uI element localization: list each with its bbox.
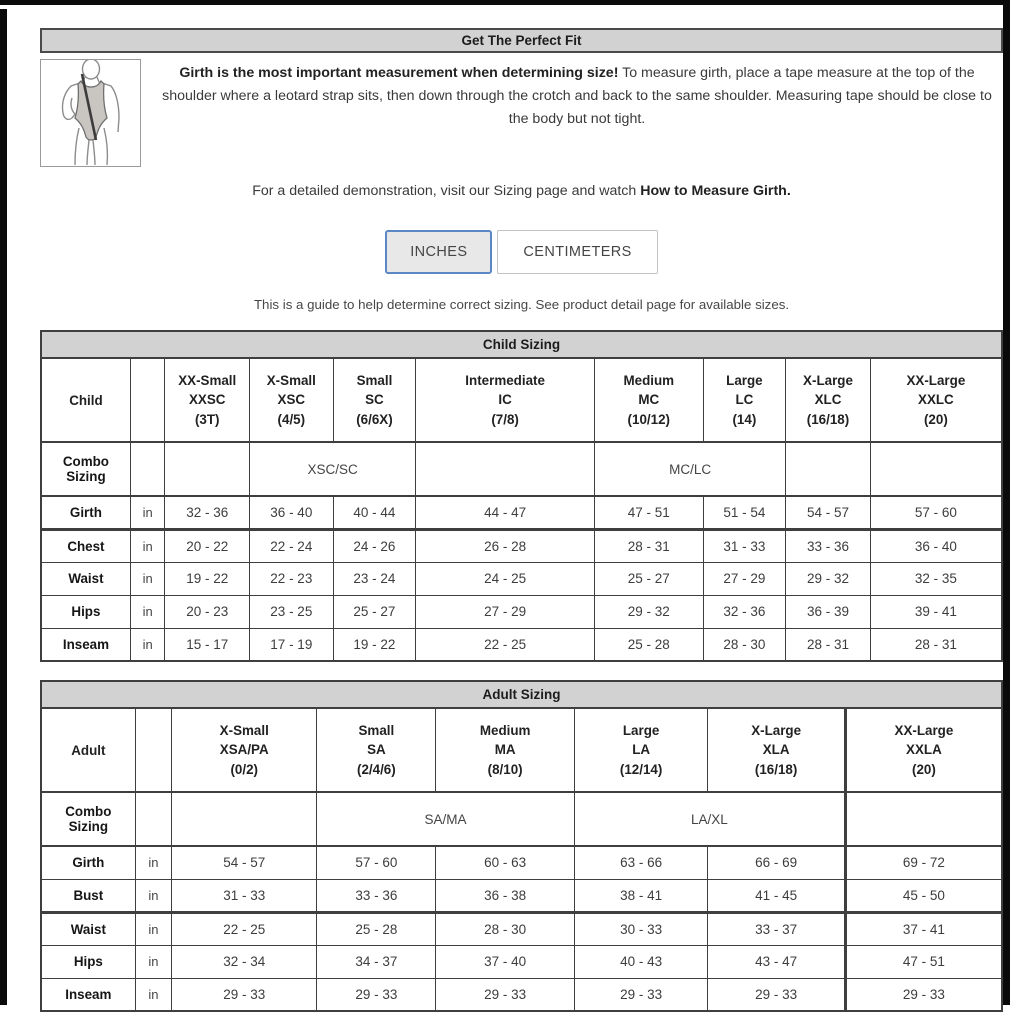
size-range-cell: 40 - 43 (574, 945, 708, 978)
size-code: IC (498, 392, 512, 408)
size-name: XX-Large (894, 722, 954, 738)
size-range-cell: 17 - 19 (250, 628, 334, 661)
child-group-label: Child (41, 358, 130, 442)
child-row-inseam (41, 628, 1002, 661)
size-range-cell: 20 - 23 (165, 595, 250, 628)
child-row-hips (41, 595, 1002, 628)
combo-size-cell (172, 792, 317, 846)
size-range-cell: 45 - 50 (845, 879, 1002, 912)
sizing-content (40, 28, 1003, 1012)
size-number: (4/5) (277, 411, 306, 427)
size-range-cell: 29 - 33 (845, 978, 1002, 1011)
leotard-girth-illustration (41, 60, 140, 166)
adult-row-bust (41, 879, 1002, 912)
size-column-header (436, 708, 574, 792)
size-range-cell: 28 - 30 (703, 628, 786, 661)
size-range-cell: 36 - 39 (786, 595, 871, 628)
size-name: XX-Large (906, 372, 966, 388)
size-range-cell: 19 - 22 (165, 562, 250, 595)
size-range-cell: 37 - 40 (436, 945, 574, 978)
size-number: (2/4/6) (357, 761, 396, 777)
size-range-cell: 29 - 33 (574, 978, 708, 1011)
size-code: XLA (762, 742, 790, 758)
size-name: Intermediate (465, 372, 545, 388)
size-range-cell: 36 - 38 (436, 879, 574, 912)
size-range-cell: 32 - 36 (703, 595, 786, 628)
size-column-header (416, 358, 595, 442)
combo-size-cell (786, 442, 871, 496)
measurement-label: Chest (41, 529, 130, 562)
size-number: (10/12) (627, 411, 670, 427)
size-range-cell: 29 - 33 (317, 978, 436, 1011)
unit-column-header (135, 708, 172, 792)
girth-intro-section (40, 59, 1003, 167)
size-column-header (708, 708, 845, 792)
size-range-cell: 20 - 22 (165, 529, 250, 562)
size-name: XX-Small (178, 372, 237, 388)
size-range-cell: 54 - 57 (786, 496, 871, 529)
size-range-cell: 31 - 33 (172, 879, 317, 912)
adult-table-title: Adult Sizing (41, 681, 1002, 708)
size-range-cell: 57 - 60 (870, 496, 1002, 529)
size-range-cell: 33 - 37 (708, 912, 845, 945)
size-column-header (317, 708, 436, 792)
size-name: X-Large (751, 722, 802, 738)
size-range-cell: 47 - 51 (594, 496, 703, 529)
size-code: XXLC (918, 392, 954, 408)
size-column-header (250, 358, 334, 442)
measurement-label: Bust (41, 879, 135, 912)
size-column-header (165, 358, 250, 442)
size-range-cell: 33 - 36 (317, 879, 436, 912)
unit-cell: in (135, 846, 172, 879)
size-range-cell: 25 - 28 (317, 912, 436, 945)
size-range-cell: 27 - 29 (416, 595, 595, 628)
size-code: XXSC (189, 392, 226, 408)
size-range-cell: 29 - 32 (594, 595, 703, 628)
size-range-cell: 29 - 33 (436, 978, 574, 1011)
combo-sizing-label: Combo Sizing (41, 792, 135, 846)
size-number: (12/14) (619, 761, 663, 777)
size-number: (20) (912, 761, 936, 777)
size-name: Small (356, 372, 393, 388)
size-range-cell: 44 - 47 (416, 496, 595, 529)
size-range-cell: 25 - 27 (333, 595, 416, 628)
size-column-header (172, 708, 317, 792)
size-number: (16/18) (806, 411, 850, 427)
size-name: X-Large (803, 372, 853, 388)
size-column-header (870, 358, 1002, 442)
size-range-cell: 34 - 37 (317, 945, 436, 978)
combo-size-cell: XSC/SC (250, 442, 416, 496)
size-range-cell: 60 - 63 (436, 846, 574, 879)
combo-size-cell (165, 442, 250, 496)
size-range-cell: 28 - 31 (786, 628, 871, 661)
size-range-cell: 37 - 41 (845, 912, 1002, 945)
combo-size-cell (416, 442, 595, 496)
size-range-cell: 54 - 57 (172, 846, 317, 879)
size-range-cell: 40 - 44 (333, 496, 416, 529)
size-code: LC (735, 392, 754, 408)
size-range-cell: 28 - 31 (870, 628, 1002, 661)
unit-cell (130, 442, 165, 496)
size-range-cell: 24 - 25 (416, 562, 595, 595)
size-range-cell: 66 - 69 (708, 846, 845, 879)
combo-size-cell: LA/XL (574, 792, 845, 846)
size-code: MA (494, 742, 516, 758)
combo-size-cell: MC/LC (594, 442, 785, 496)
unit-cell: in (135, 978, 172, 1011)
size-code: XSC (277, 392, 306, 408)
measurement-label: Hips (41, 945, 135, 978)
combo-size-cell: SA/MA (317, 792, 575, 846)
size-range-cell: 57 - 60 (317, 846, 436, 879)
size-range-cell: 51 - 54 (703, 496, 786, 529)
size-column-header (574, 708, 708, 792)
adult-group-label: Adult (41, 708, 135, 792)
sizing-guide-note: This is a guide to help determine correct sizing. See product detail page for available sizes. (253, 297, 790, 312)
child-table-title: Child Sizing (41, 331, 1002, 358)
size-number: (8/10) (487, 761, 523, 777)
unit-cell: in (130, 628, 165, 661)
size-name: X-Small (266, 372, 316, 388)
size-range-cell: 26 - 28 (416, 529, 595, 562)
size-range-cell: 27 - 29 (703, 562, 786, 595)
size-number: (7/8) (491, 411, 519, 427)
child-row-waist (41, 562, 1002, 595)
unit-column-header (130, 358, 165, 442)
measurement-label: Hips (41, 595, 130, 628)
size-code: SA (367, 742, 386, 758)
size-number: (20) (923, 411, 948, 427)
size-range-cell: 24 - 26 (333, 529, 416, 562)
measurement-label: Waist (41, 562, 130, 595)
size-range-cell: 43 - 47 (708, 945, 845, 978)
size-range-cell: 32 - 36 (165, 496, 250, 529)
girth-instructions (141, 59, 1003, 167)
size-code: LA (632, 742, 651, 758)
size-range-cell: 30 - 33 (574, 912, 708, 945)
unit-cell: in (130, 529, 165, 562)
size-code: XSA/PA (219, 742, 269, 758)
size-number: (16/18) (754, 761, 798, 777)
centimeters-button[interactable]: CENTIMETERS (497, 230, 657, 274)
unit-cell: in (135, 912, 172, 945)
size-column-header (845, 708, 1002, 792)
size-column-header (594, 358, 703, 442)
size-range-cell: 36 - 40 (870, 529, 1002, 562)
size-number: (0/2) (230, 761, 259, 777)
child-row-girth (41, 496, 1002, 529)
size-range-cell: 29 - 33 (172, 978, 317, 1011)
size-range-cell: 15 - 17 (165, 628, 250, 661)
child-row-chest (41, 529, 1002, 562)
size-code: SC (365, 392, 384, 408)
size-range-cell: 31 - 33 (703, 529, 786, 562)
size-range-cell: 28 - 30 (436, 912, 574, 945)
unit-cell: in (130, 595, 165, 628)
size-range-cell: 38 - 41 (574, 879, 708, 912)
unit-cell: in (135, 879, 172, 912)
sizing-page (7, 5, 1003, 1010)
measurement-label: Girth (41, 846, 135, 879)
unit-cell: in (130, 562, 165, 595)
size-range-cell: 22 - 25 (172, 912, 317, 945)
frame-border-right (1003, 0, 1010, 1005)
size-number: (14) (732, 411, 757, 427)
size-range-cell: 39 - 41 (870, 595, 1002, 628)
child-sizing-table (40, 330, 1003, 662)
size-range-cell: 32 - 34 (172, 945, 317, 978)
adult-row-inseam (41, 978, 1002, 1011)
size-code: XLC (814, 392, 842, 408)
size-range-cell: 22 - 24 (250, 529, 334, 562)
size-range-cell: 22 - 25 (416, 628, 595, 661)
size-range-cell: 23 - 24 (333, 562, 416, 595)
size-range-cell: 69 - 72 (845, 846, 1002, 879)
measurement-label: Inseam (41, 628, 130, 661)
girth-instructions-rest: To measure girth, place a tape measure at the top of the shoulder where a leotard strap sits, then down through the crotch and back to the same shoulder. Measuring tape should be close to the body but not tight. (162, 65, 992, 127)
size-number: (3T) (194, 411, 220, 427)
size-range-cell: 41 - 45 (708, 879, 845, 912)
demo-line-text: For a detailed demonstration, visit our Sizing page and watch (252, 183, 641, 199)
size-range-cell: 23 - 25 (250, 595, 334, 628)
size-code: XXLA (906, 742, 942, 758)
size-range-cell: 19 - 22 (333, 628, 416, 661)
page-title: Get The Perfect Fit (40, 28, 1003, 53)
size-range-cell: 36 - 40 (250, 496, 334, 529)
size-name: Medium (479, 722, 531, 738)
combo-size-cell (870, 442, 1002, 496)
size-name: Small (358, 722, 395, 738)
size-range-cell: 29 - 33 (708, 978, 845, 1011)
measurement-label: Inseam (41, 978, 135, 1011)
size-number: (6/6X) (356, 411, 393, 427)
size-column-header (786, 358, 871, 442)
unit-cell: in (130, 496, 165, 529)
unit-cell: in (135, 945, 172, 978)
size-range-cell: 25 - 27 (594, 562, 703, 595)
size-column-header (333, 358, 416, 442)
size-range-cell: 28 - 31 (594, 529, 703, 562)
size-range-cell: 33 - 36 (786, 529, 871, 562)
size-range-cell: 32 - 35 (870, 562, 1002, 595)
size-name: Large (726, 372, 763, 388)
size-code: MC (638, 392, 660, 408)
size-range-cell: 29 - 32 (786, 562, 871, 595)
unit-toggle (40, 230, 1003, 274)
size-range-cell: 47 - 51 (845, 945, 1002, 978)
adult-row-waist (41, 912, 1002, 945)
size-range-cell: 25 - 28 (594, 628, 703, 661)
measurement-label: Girth (41, 496, 130, 529)
measurement-label: Waist (41, 912, 135, 945)
size-column-header (703, 358, 786, 442)
inches-button[interactable]: INCHES (385, 230, 492, 274)
adult-sizing-table (40, 680, 1003, 1012)
demo-line (40, 183, 1003, 199)
unit-cell (135, 792, 172, 846)
size-name: X-Small (219, 722, 269, 738)
leotard-illustration-box (40, 59, 141, 167)
frame-border-left (0, 9, 7, 1005)
combo-sizing-label: Combo Sizing (41, 442, 130, 496)
demo-line-bold: How to Measure Girth. (640, 183, 791, 199)
size-name: Large (622, 722, 660, 738)
adult-row-girth (41, 846, 1002, 879)
combo-size-cell (845, 792, 1002, 846)
size-range-cell: 63 - 66 (574, 846, 708, 879)
size-range-cell: 22 - 23 (250, 562, 334, 595)
adult-row-hips (41, 945, 1002, 978)
girth-instructions-bold: Girth is the most important measurement when determining size! (179, 65, 619, 81)
size-name: Medium (623, 372, 675, 388)
